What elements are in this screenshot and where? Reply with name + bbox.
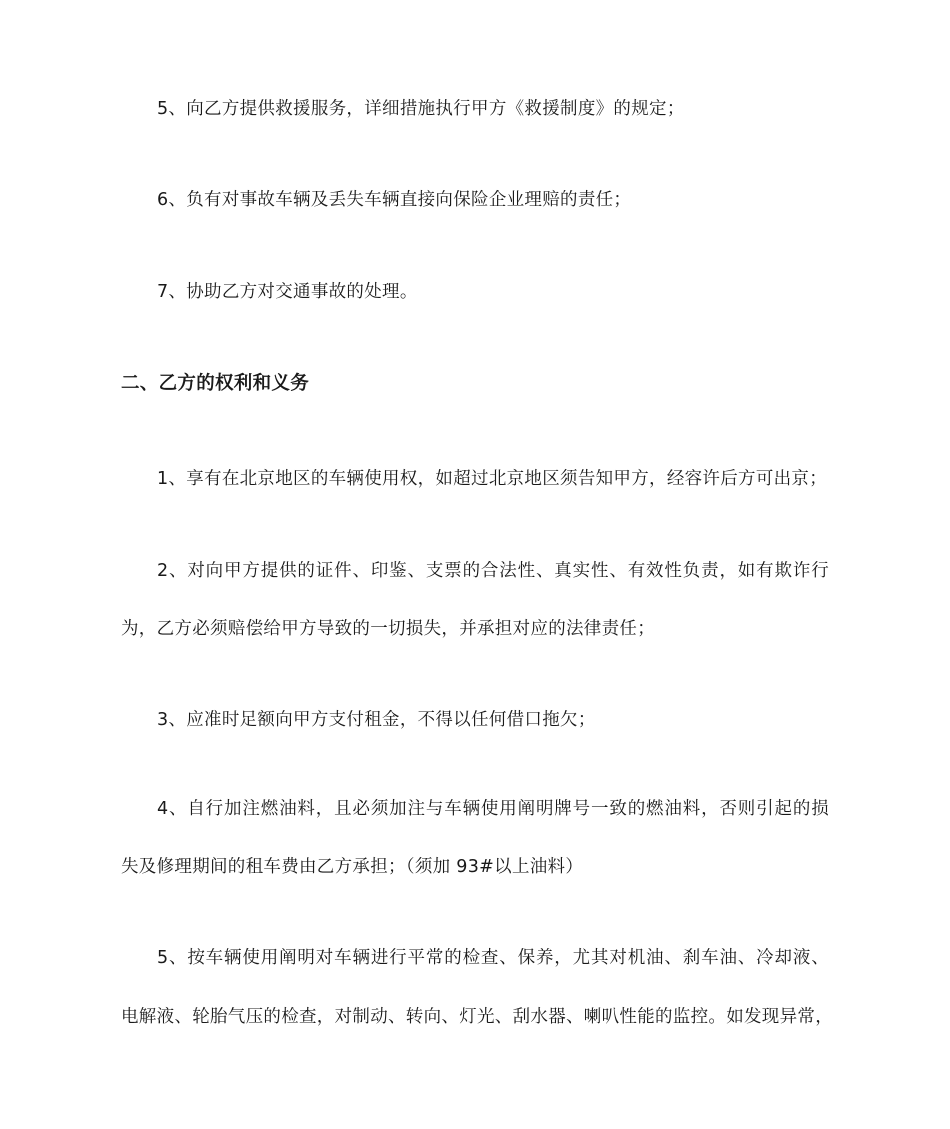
section2-item-4-line-1: 4、自行加注燃油料，且必须加注与车辆使用阐明牌号一致的燃油料，否则引起的损	[157, 799, 829, 819]
section2-item-5-line-1: 5、按车辆使用阐明对车辆进行平常的检查、保养，尤其对机油、刹车油、冷却液、	[157, 948, 829, 968]
section2-item-1: 1、享有在北京地区的车辆使用权，如超过北京地区须告知甲方，经容许后方可出京；	[157, 469, 828, 489]
section2-item-3: 3、应准时足额向甲方支付租金，不得以任何借口拖欠；	[157, 710, 596, 730]
section2-item-5-line-2: 电解液、轮胎气压的检查，对制动、转向、灯光、刮水器、喇叭性能的监控。如发现异常，	[121, 1007, 833, 1027]
section2-item-2-line-1: 2、对向甲方提供的证件、印鉴、支票的合法性、真实性、有效性负责，如有欺诈行	[157, 561, 829, 581]
section2-heading: 二、乙方的权利和义务	[121, 373, 310, 394]
section1-item-6: 6、负有对事故车辆及丢失车辆直接向保险企业理赔的责任；	[157, 190, 632, 210]
section2-item-2-line-2: 为，乙方必须赔偿给甲方导致的一切损失，并承担对应的法律责任；	[121, 619, 655, 639]
section1-item-7: 7、协助乙方对交通事故的处理。	[157, 282, 418, 302]
section2-item-4-line-2: 失及修理期间的租车费由乙方承担；（须加 93#以上油料）	[121, 857, 584, 877]
section1-item-5: 5、向乙方提供救援服务，详细措施执行甲方《救援制度》的规定；	[157, 99, 685, 119]
